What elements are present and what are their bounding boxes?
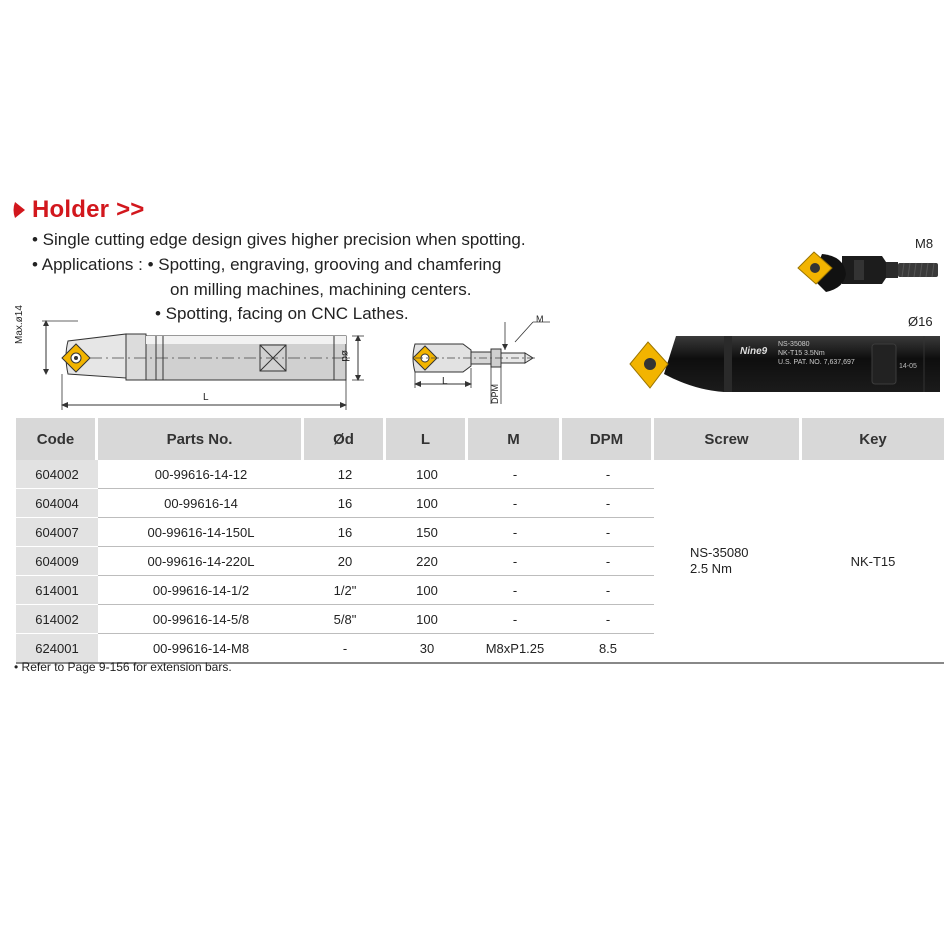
m-cell: -: [468, 576, 562, 605]
dpm-cell: -: [562, 576, 654, 605]
parts-no-cell: 00-99616-14-1/2: [98, 576, 304, 605]
screw-name: NS-35080: [690, 545, 749, 560]
code-cell: 614001: [16, 576, 98, 605]
shank-engraving-line: NK-T15 3.5Nm: [778, 350, 825, 357]
table-row: [16, 460, 944, 489]
diameter-cell: 5/8": [304, 605, 386, 634]
length-cell: 100: [386, 460, 468, 489]
screw-cell: [654, 460, 802, 664]
parts-no-cell: 00-99616-14-220L: [98, 547, 304, 576]
length-cell: 100: [386, 576, 468, 605]
section-title: [12, 196, 145, 224]
feature-bullet-1: • Single cutting edge design gives higher precision when spotting.: [32, 230, 526, 249]
parts-no-cell: 00-99616-14-150L: [98, 518, 304, 547]
d16-image-label: Ø16: [908, 314, 933, 329]
max-diameter-label: Max.ø14: [14, 305, 25, 344]
header-m: M: [468, 418, 562, 460]
diameter-label: ød: [339, 350, 350, 362]
length-cell: 100: [386, 605, 468, 634]
code-cell: 604007: [16, 518, 98, 547]
length-cell: 100: [386, 489, 468, 518]
diameter-cell: -: [304, 634, 386, 664]
header-code: Code: [16, 418, 98, 460]
m8-holder-image: [782, 238, 942, 298]
length-cell: 150: [386, 518, 468, 547]
header-screw: Screw: [654, 418, 802, 460]
m-cell: -: [468, 547, 562, 576]
m-label: M: [536, 314, 544, 324]
footnote: • Refer to Page 9-156 for extension bars.: [14, 660, 232, 674]
brand-logo: Nine9: [740, 346, 768, 357]
diameter-cell: 12: [304, 460, 386, 489]
code-cell: 604004: [16, 489, 98, 518]
key-cell: NK-T15: [802, 460, 944, 664]
code-cell: 624001: [16, 634, 98, 664]
parts-no-cell: 00-99616-14-5/8: [98, 605, 304, 634]
diameter-cell: 16: [304, 489, 386, 518]
header-key: Key: [802, 418, 944, 460]
shank-engraving-line: NS-35080: [778, 341, 810, 348]
parts-no-cell: 00-99616-14-12: [98, 460, 304, 489]
header-parts-no: Parts No.: [98, 418, 304, 460]
dpm-cell: -: [562, 518, 654, 547]
m8-holder-dimension-drawing: [405, 316, 555, 406]
header-length: L: [386, 418, 468, 460]
feature-bullet-3: on milling machines, machining centers.: [170, 280, 472, 299]
length-cell: 220: [386, 547, 468, 576]
shank-engraving-line: U.S. PAT. NO. 7,637,697: [778, 359, 855, 366]
feature-bullet-4: • Spotting, facing on CNC Lathes.: [155, 304, 409, 323]
parts-no-cell: 00-99616-14: [98, 489, 304, 518]
dpm-label: DPM: [490, 384, 500, 404]
dpm-cell: 8.5: [562, 634, 654, 664]
dpm-cell: -: [562, 547, 654, 576]
code-cell: 604009: [16, 547, 98, 576]
diameter-cell: 16: [304, 518, 386, 547]
feature-bullet-2: • Applications : • Spotting, engraving, grooving and chamfering: [32, 255, 502, 274]
spec-table: [16, 418, 944, 664]
code-cell: 614002: [16, 605, 98, 634]
header-diameter: Ød: [304, 418, 386, 460]
code-cell: 604002: [16, 460, 98, 489]
m-cell: -: [468, 518, 562, 547]
red-arrow-marker-icon: [12, 201, 26, 219]
parts-no-cell: 00-99616-14-M8: [98, 634, 304, 664]
dpm-cell: -: [562, 460, 654, 489]
shank-end-marking: 14-05: [899, 363, 917, 370]
table-header-row: [16, 418, 944, 460]
shank-engraving: [778, 340, 855, 367]
m-cell: M8xP1.25: [468, 634, 562, 664]
m8-image-label: M8: [915, 236, 934, 251]
m-cell: -: [468, 605, 562, 634]
dpm-cell: -: [562, 605, 654, 634]
diameter-cell: 1/2": [304, 576, 386, 605]
m8-length-label: L: [442, 376, 448, 387]
screw-torque: 2.5 Nm: [690, 561, 732, 576]
header-dpm: DPM: [562, 418, 654, 460]
diameter-cell: 20: [304, 547, 386, 576]
length-label: L: [203, 392, 209, 403]
m-cell: -: [468, 489, 562, 518]
length-cell: 30: [386, 634, 468, 664]
page-title: Holder >>: [32, 196, 145, 223]
m-cell: -: [468, 460, 562, 489]
dpm-cell: -: [562, 489, 654, 518]
